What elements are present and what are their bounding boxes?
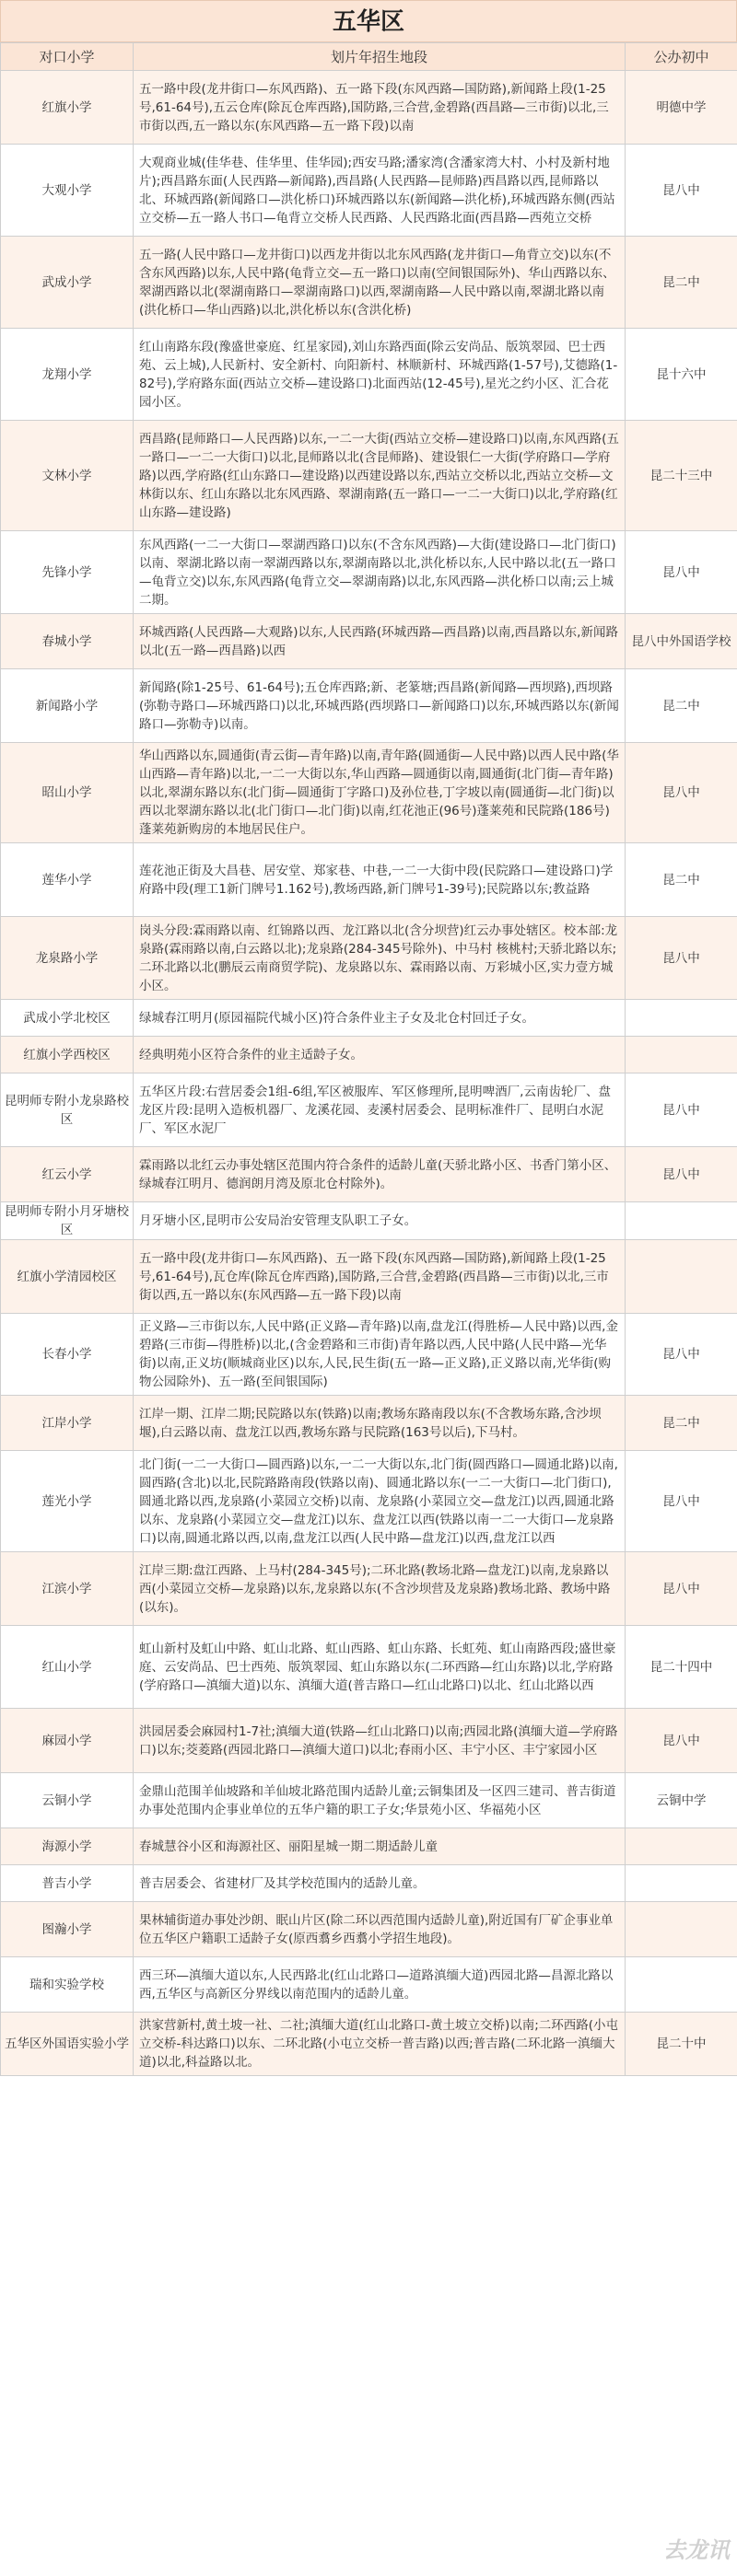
- primary-school-name: 五华区外国语实验小学: [1, 2013, 134, 2076]
- primary-school-name: 红旗小学清园校区: [1, 1240, 134, 1314]
- table-row: [1, 1828, 737, 1865]
- primary-school-name: 大观小学: [1, 145, 134, 237]
- table-row: [1, 329, 737, 421]
- middle-school-name: 昆八中: [626, 1552, 737, 1626]
- middle-school-name: 昆八中: [626, 1709, 737, 1773]
- middle-school-name: [626, 1240, 737, 1314]
- district-title: 五华区: [0, 0, 737, 42]
- enrollment-area-text: 环城西路(人民西路—大观路)以东,人民西路(环城西路—西昌路)以南,西昌路以东,新闻路以北(五一路—西昌路)以西: [134, 614, 626, 669]
- header-enrollment-area: 划片年招生地段: [134, 43, 626, 71]
- primary-school-name: 海源小学: [1, 1828, 134, 1865]
- middle-school-name: 昆八中: [626, 531, 737, 614]
- table-row: [1, 669, 737, 743]
- enrollment-area-text: 果林辅街道办事处沙朗、眠山片区(除二环以西范围内适龄儿童),附近国有厂矿企事业单位五华区户籍职工适龄子女(原西翥乡西翥小学招生地段)。: [134, 1902, 626, 1957]
- table-row: [1, 145, 737, 237]
- table-row: [1, 1147, 737, 1202]
- primary-school-name: 长春小学: [1, 1314, 134, 1396]
- table-row: [1, 917, 737, 1000]
- primary-school-name: 武成小学北校区: [1, 1000, 134, 1037]
- header-primary-school: 对口小学: [1, 43, 134, 71]
- middle-school-name: 昆八中外国语学校: [626, 614, 737, 669]
- table-row: [1, 237, 737, 329]
- middle-school-name: 昆八中: [626, 145, 737, 237]
- table-row: [1, 1957, 737, 2013]
- enrollment-area-text: 春城慧谷小区和海源社区、丽阳星城一期二期适龄儿童: [134, 1828, 626, 1865]
- table-row: [1, 531, 737, 614]
- primary-school-name: 红旗小学: [1, 71, 134, 145]
- primary-school-name: 先锋小学: [1, 531, 134, 614]
- enrollment-area-text: 普吉居委会、省建材厂及其学校范围内的适龄儿童。: [134, 1865, 626, 1902]
- primary-school-name: 新闻路小学: [1, 669, 134, 743]
- middle-school-name: 昆八中: [626, 1314, 737, 1396]
- table-row: [1, 843, 737, 917]
- enrollment-table: [0, 42, 737, 2076]
- enrollment-area-text: 岗头分段:霖雨路以南、红锦路以西、龙江路以北(含分坝营)红云办事处辖区。校本部:龙泉路(霖雨路以南,白云路以北);龙泉路(284-345号除外)、中马村 核桃村;天骄北路以东;二环北路以北(鹏辰云南商贸学院)、龙泉路以东、霖雨路以南、万彩城小区,实力壹方城小区。: [134, 917, 626, 1000]
- middle-school-name: 昆二中: [626, 843, 737, 917]
- primary-school-name: 昆明师专附小月牙塘校区: [1, 1202, 134, 1240]
- primary-school-name: 红云小学: [1, 1147, 134, 1202]
- middle-school-name: [626, 1000, 737, 1037]
- table-row: [1, 1073, 737, 1147]
- middle-school-name: [626, 1902, 737, 1957]
- enrollment-area-text: 五华区片段:右营居委会1组-6组,军区被服库、军区修理所,昆明啤酒厂,云南齿轮厂、盘龙区片段:昆明入造板机器厂、龙溪花园、麦溪村居委会、昆明标准件厂、昆明白水泥厂、军区水泥厂: [134, 1073, 626, 1147]
- enrollment-area-text: 新闻路(除1-25号、61-64号);五仓库西路;新、老篆塘;西昌路(新闻路—西坝路),西坝路(弥勒寺路口—环城西路口)以北,环城西路(西坝路口—新闻路口)以东,环城西路以东(新闻路口—弥勒寺)以南。: [134, 669, 626, 743]
- primary-school-name: 图瀚小学: [1, 1902, 134, 1957]
- table-header-row: [1, 43, 737, 71]
- middle-school-name: 云铜中学: [626, 1773, 737, 1828]
- enrollment-area-text: 西三环—滇缅大道以东,人民西路北(红山北路口—道路滇缅大道)西园北路—昌源北路以西,五华区与高新区分界线以南范围内的适龄儿童。: [134, 1957, 626, 2013]
- enrollment-area-text: 大观商业城(佳华巷、佳华里、佳华园);西安马路;潘家湾(含潘家湾大村、小村及新村地片);西昌路东面(人民西路—新闻路),西昌路(人民西路—昆师路)西昌路以西,昆师路以北、环城西路(新闻路口—洪化桥口)环城西路以东(新闻路—洪化桥),环城西路东侧(西站立交桥—五一路人书口—龟背立交桥人民西路、人民西路北面(西昌路—西苑立交桥: [134, 145, 626, 237]
- table-row: [1, 1709, 737, 1773]
- enrollment-area-text: 虹山新村及虹山中路、虹山北路、虹山西路、虹山东路、长虹苑、虹山南路西段;盛世豪庭、云安尚品、巴士西苑、版筑翠园、虹山东路以东(二环西路—红山东路)以北,学府路(学府路口—滇缅大道)以东、滇缅大道(普吉路口—红山北路口)以北、红山北路以西: [134, 1626, 626, 1709]
- middle-school-name: 昆八中: [626, 917, 737, 1000]
- middle-school-name: [626, 1828, 737, 1865]
- primary-school-name: 江滨小学: [1, 1552, 134, 1626]
- table-row: [1, 1314, 737, 1396]
- table-row: [1, 1902, 737, 1957]
- table-row: [1, 1626, 737, 1709]
- table-row: [1, 71, 737, 145]
- table-row: [1, 743, 737, 843]
- table-row: [1, 1202, 737, 1240]
- enrollment-area-text: 江岸三期:盘江西路、上马村(284-345号);二环北路(教场北路—盘龙江)以南,龙泉路以西(小菜园立交桥—龙泉路)以东,龙泉路以东(不含沙坝营及龙泉路)教场北路、教场中路(以东)。: [134, 1552, 626, 1626]
- primary-school-name: 文林小学: [1, 421, 134, 531]
- table-row: [1, 1552, 737, 1626]
- enrollment-area-text: 霖雨路以北红云办事处辖区范围内符合条件的适龄儿童(天骄北路小区、书香门第小区、绿城春江明月、德润朗月湾及原北仓村除外)。: [134, 1147, 626, 1202]
- table-row: [1, 614, 737, 669]
- table-row: [1, 421, 737, 531]
- enrollment-area-text: 红山南路东段(豫盛世豪庭、红星家园),刘山东路西面(除云安尚品、版筑翠园、巴士西苑、云上城),人民新村、安全新村、向阳新村、林顺新村、环城西路(1-57号),艾德路(1-82号),学府路东面(西站立交桥—建设路口)北面西站(12-45号),星光之约小区、汇合花园小区。: [134, 329, 626, 421]
- primary-school-name: 红旗小学西校区: [1, 1037, 134, 1073]
- enrollment-area-text: 北门街(一二一大街口—圆西路)以东,一二一大街以东,北门街(圆西路口—圆通北路)以南,圆西路(含北)以北,民院路路南段(铁路以南)、圆通北路以东(一二一大街口—北门街口),圆通北路以西,龙泉路(小菜园立交桥)以南、龙泉路(小菜园立交—盘龙江)以西,圆通北路以东、龙泉路(小菜园立交—盘龙江)以东、盘龙江以西(铁路以南一二一大街口—龙泉路口)以南,圆通北路以西,以南,盘龙江以西(人民中路—盘龙江)以西,盘龙江以西: [134, 1451, 626, 1552]
- table-row: [1, 2013, 737, 2076]
- primary-school-name: 昭山小学: [1, 743, 134, 843]
- middle-school-name: 昆八中: [626, 743, 737, 843]
- enrollment-area-text: 洪家营新村,黄土坡一社、二社;滇缅大道(红山北路口-黄土坡立交桥)以南;二环西路(小屯立交桥-科达路口)以东、二环北路(小屯立交桥一普吉路)以西;普吉路(二环北路一滇缅大道)以北,科益路以北。: [134, 2013, 626, 2076]
- enrollment-area-text: 华山西路以东,圆通街(青云街—青年路)以南,青年路(圆通街—人民中路)以西人民中路(华山西路—青年路)以北,一二一大街以东,华山西路—圆通街以南,圆通街(北门街—青年路)以北,翠湖东路以东(北门街—圆通街丁字路口)及孙位巷,丁字坡以南(圆通街—北门街)以西以北翠湖东路以北(北门街口—北门街)以南,红花池正(96号)蓬莱苑和民院路(186号)蓬莱苑新购房的本地居民住户。: [134, 743, 626, 843]
- primary-school-name: 云铜小学: [1, 1773, 134, 1828]
- table-row: [1, 1865, 737, 1902]
- middle-school-name: 昆二十中: [626, 2013, 737, 2076]
- middle-school-name: 昆十六中: [626, 329, 737, 421]
- enrollment-area-text: 五一路中段(龙井街口—东风西路)、五一路下段(东风西路—国防路),新闻路上段(1-25号,61-64号),五云仓库(除瓦仓库西路),国防路,三合营,金碧路(西昌路—三市街)以北,三市街以西,五一路以东(东风西路—五一路下段)以南: [134, 71, 626, 145]
- enrollment-area-text: 莲花池正街及大昌巷、居安堂、郑家巷、中巷,一二一大街中段(民院路口—建设路口)学府路中段(理工1新门牌号1.162号),教场西路,新门牌号1-39号);民院路以东;教益路: [134, 843, 626, 917]
- primary-school-name: 江岸小学: [1, 1396, 134, 1451]
- primary-school-name: 红山小学: [1, 1626, 134, 1709]
- primary-school-name: 春城小学: [1, 614, 134, 669]
- middle-school-name: [626, 1957, 737, 2013]
- primary-school-name: 瑞和实验学校: [1, 1957, 134, 2013]
- enrollment-area-text: 江岸一期、江岸二期;民院路以东(铁路)以南;教场东路南段以东(不含教场东路,含沙坝堰),白云路以南、盘龙江以西,教场东路与民院路(163号以后),下马村。: [134, 1396, 626, 1451]
- middle-school-name: [626, 1037, 737, 1073]
- middle-school-name: 昆二十三中: [626, 421, 737, 531]
- enrollment-area-text: 正义路—三市街以东,人民中路(正义路—青年路)以南,盘龙江(得胜桥—人民中路)以西,金碧路(三市街—得胜桥)以北,(含金碧路和三市街)青年路以西,人民中路(人民中路—光华街)以南,正义坊(顺城商业区)以东,人民,民生街(五一路—正义路),正义路以南,光华街(购物公园除外)、五一路(至间银国际): [134, 1314, 626, 1396]
- middle-school-name: 昆二十四中: [626, 1626, 737, 1709]
- primary-school-name: 麻园小学: [1, 1709, 134, 1773]
- middle-school-name: 明德中学: [626, 71, 737, 145]
- primary-school-name: 昆明师专附小龙泉路校区: [1, 1073, 134, 1147]
- enrollment-area-text: 洪园居委会麻园村1-7社;滇缅大道(铁路—红山北路口)以南;西园北路(滇缅大道—学府路口)以东;茭菱路(西园北路口—滇缅大道口)以北;春雨小区、丰宁小区、丰宁家园小区: [134, 1709, 626, 1773]
- middle-school-name: 昆二中: [626, 1396, 737, 1451]
- middle-school-name: 昆二中: [626, 237, 737, 329]
- primary-school-name: 普吉小学: [1, 1865, 134, 1902]
- table-row: [1, 1396, 737, 1451]
- table-row: [1, 1037, 737, 1073]
- enrollment-area-text: 绿城春江明月(原园福院代城小区)符合条件业主子女及北仓村回迁子女。: [134, 1000, 626, 1037]
- enrollment-area-text: 月牙塘小区,昆明市公安局治安管理支队职工子女。: [134, 1202, 626, 1240]
- watermark-logo: 去龙讯: [663, 2537, 730, 2563]
- table-row: [1, 1000, 737, 1037]
- middle-school-name: 昆八中: [626, 1073, 737, 1147]
- primary-school-name: 龙翔小学: [1, 329, 134, 421]
- enrollment-area-text: 东风西路(一二一大街口—翠湖西路口)以东(不含东风西路)—大街(建设路口—北门街口)以南、翠湖北路以南一翠湖西路以东,翠湖南路以北,洪化桥以东,人民中路以北(五一路口—龟背立交)以东,东风西路(龟背立交—翠湖南路)以北,东风西路—洪化桥口以南;云上城二期。: [134, 531, 626, 614]
- middle-school-name: 昆八中: [626, 1451, 737, 1552]
- primary-school-name: 莲光小学: [1, 1451, 134, 1552]
- enrollment-area-text: 五一路(人民中路口—龙井街口)以西龙井街以北东风西路(龙井街口—角背立交)以东(不含东风西路)以东,人民中路(龟背立交—五一路口)以南(空间银国际外)、华山西路以东、翠湖西路以北(翠湖南路口—翠湖南路口)以西,翠湖南路—人民中路以南,翠湖北路以南(洪化桥口—华山西路)以北,洪化桥以东(含洪化桥): [134, 237, 626, 329]
- table-row: [1, 1240, 737, 1314]
- middle-school-name: [626, 1865, 737, 1902]
- enrollment-area-text: 金鼎山范围羊仙坡路和羊仙坡北路范围内适龄儿童;云铜集团及一区四三建司、普吉街道办事处范围内企事业单位的五华户籍的职工子女;华景苑小区、华福苑小区: [134, 1773, 626, 1828]
- enrollment-area-text: 五一路中段(龙井街口—东风西路)、五一路下段(东风西路—国防路),新闻路上段(1-25号,61-64号),瓦仓库(除瓦仓库西路),国防路,三合营,金碧路(西昌路—三市街)以北,三市街以西,五一路以东(东风西路—五一路下段)以南: [134, 1240, 626, 1314]
- middle-school-name: 昆二中: [626, 669, 737, 743]
- primary-school-name: 武成小学: [1, 237, 134, 329]
- table-row: [1, 1451, 737, 1552]
- header-public-middle-school: 公办初中: [626, 43, 737, 71]
- middle-school-name: 昆八中: [626, 1147, 737, 1202]
- enrollment-area-text: 西昌路(昆师路口—人民西路)以东,一二一大街(西站立交桥—建设路口)以南,东风西路(五一路口—一二一大街口)以北,昆师路以北(含昆师路)、建设银仁一大街(学府路口—学府路)以西,学府路(红山东路口—建设路)以西建设路以东,西站立交桥以北,西站立交桥—文林街以东、红山东路以北东风西路、翠湖南路(五一路口—一二一大街口)以北,学府路(红山东路—建设路): [134, 421, 626, 531]
- middle-school-name: [626, 1202, 737, 1240]
- table-row: [1, 1773, 737, 1828]
- table-body: [1, 71, 737, 2076]
- enrollment-area-text: 经典明苑小区符合条件的业主适龄子女。: [134, 1037, 626, 1073]
- primary-school-name: 莲华小学: [1, 843, 134, 917]
- primary-school-name: 龙泉路小学: [1, 917, 134, 1000]
